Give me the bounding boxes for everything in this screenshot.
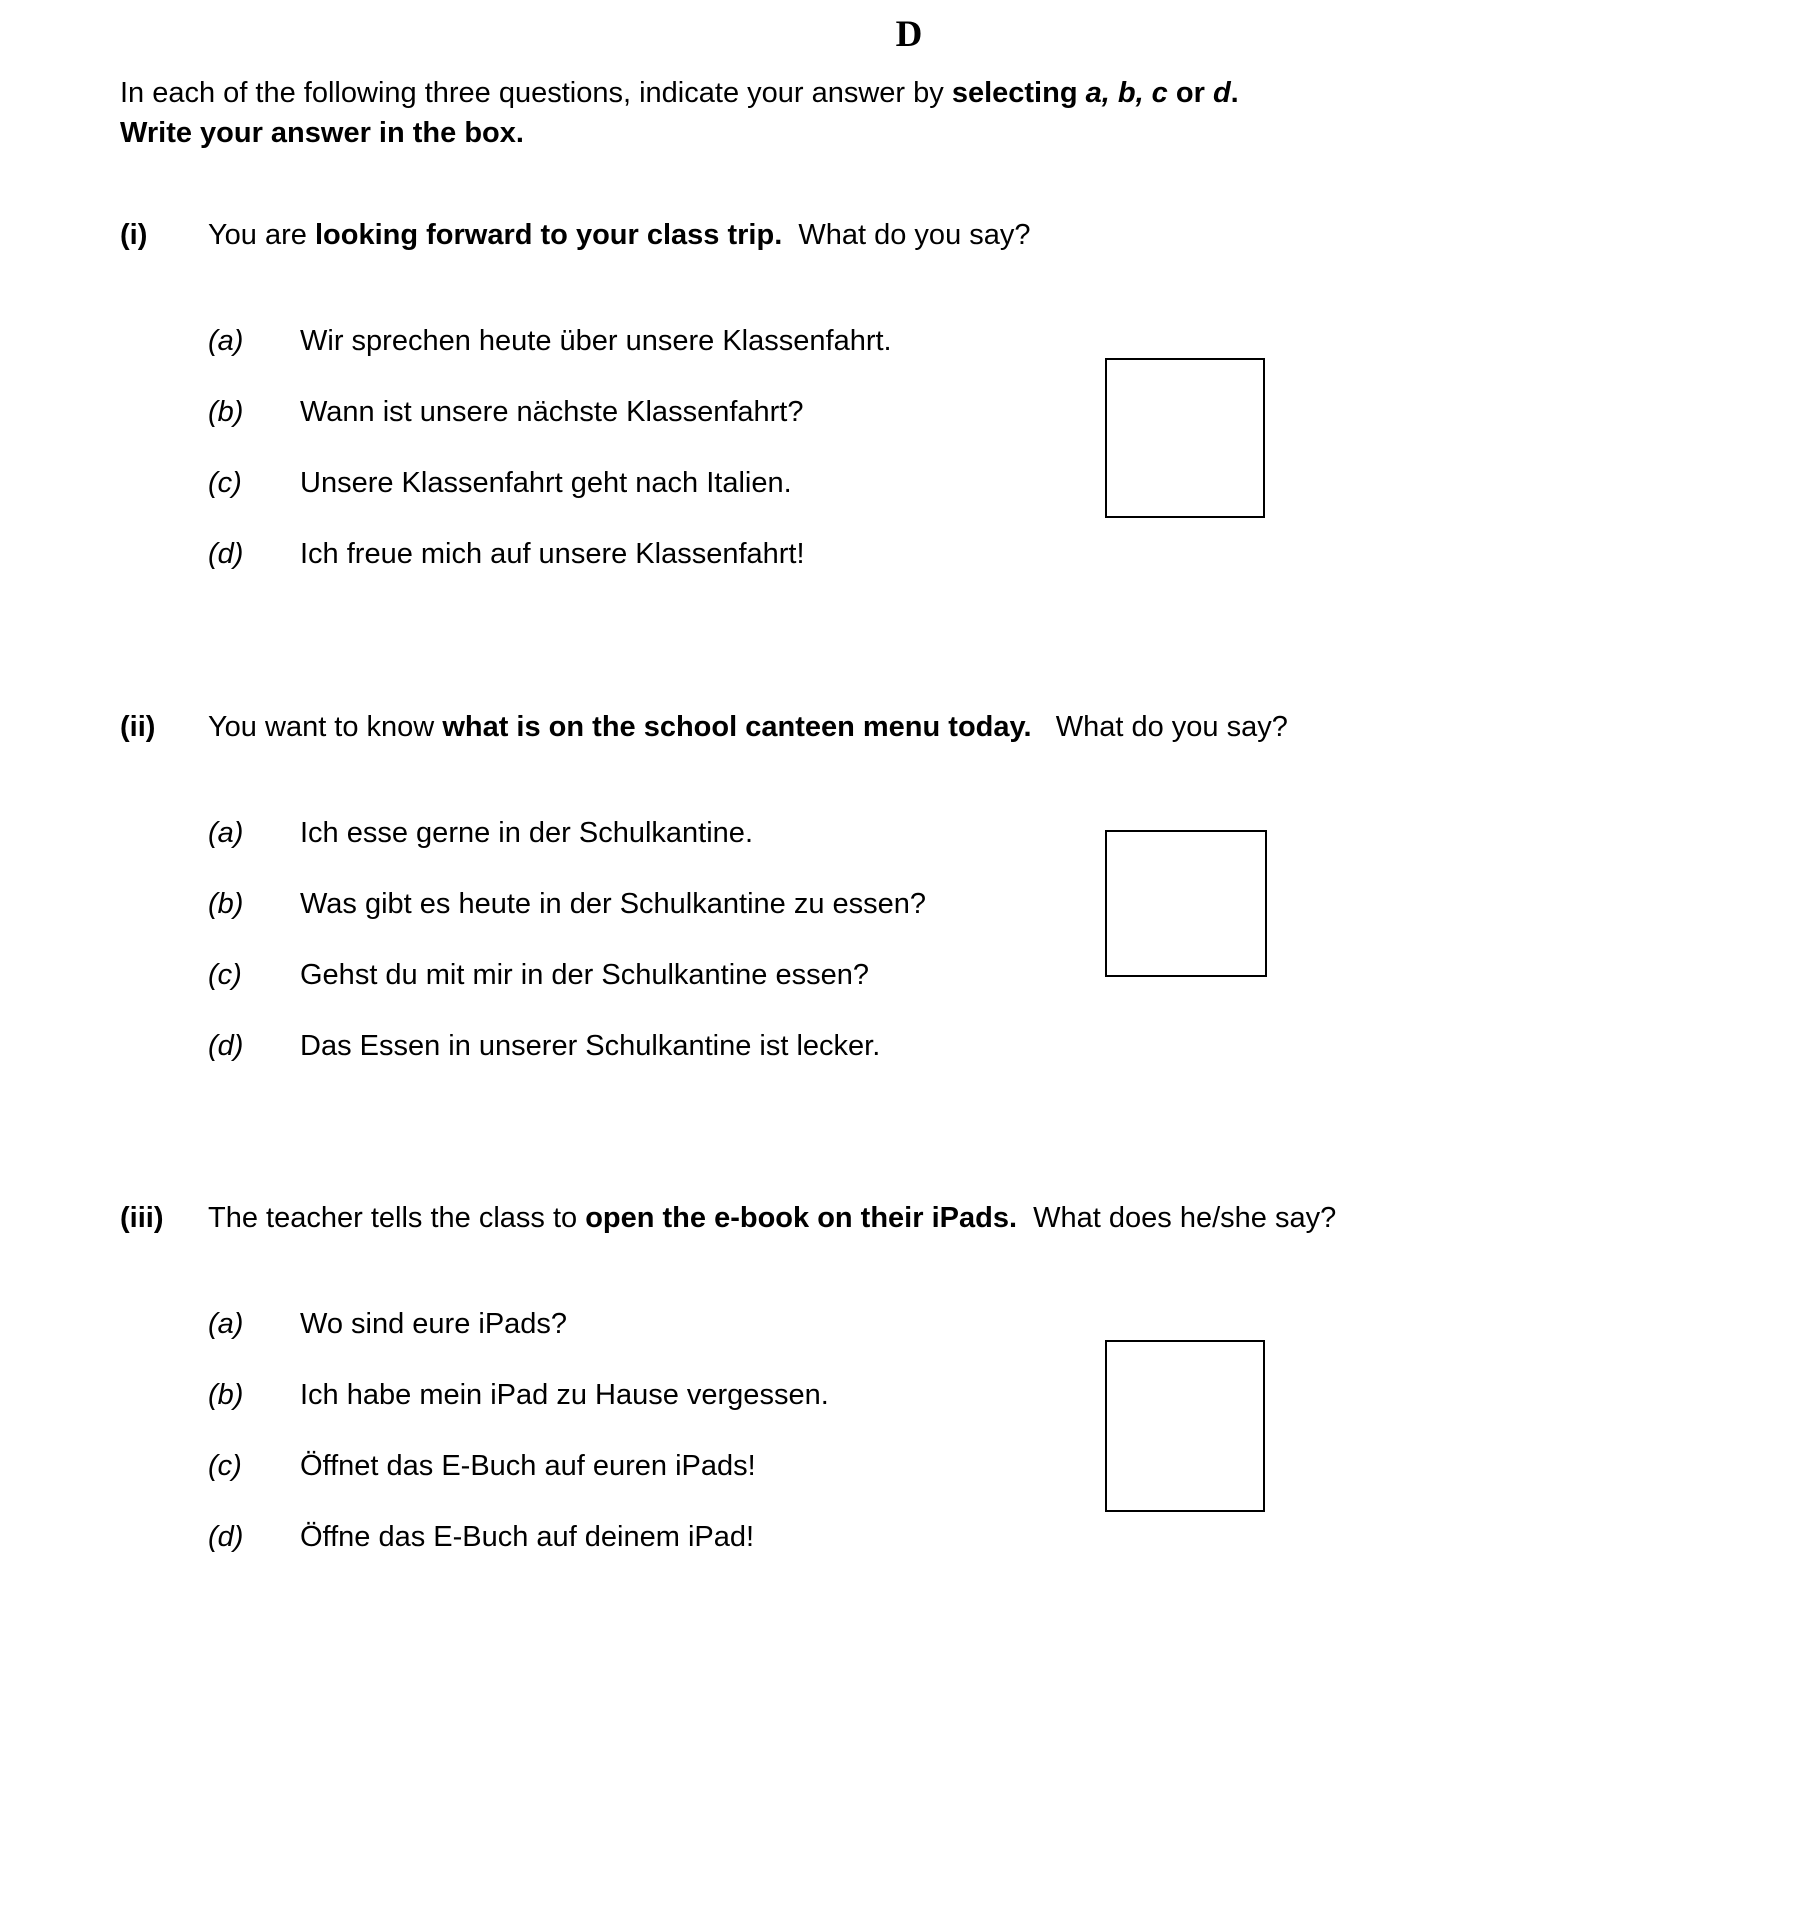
question-i-number: (i)	[120, 218, 148, 251]
question-i-prefix: You are	[208, 218, 315, 251]
answer-box-i[interactable]	[1105, 358, 1265, 518]
option-row	[208, 534, 1698, 574]
question-iii-number: (iii)	[120, 1201, 164, 1234]
option-text: Öffnet das E-Buch auf euren iPads!	[300, 1449, 756, 1482]
question-ii	[120, 707, 1698, 1066]
option-letter: (d)	[208, 1029, 244, 1062]
question-iii-text	[208, 1198, 1336, 1238]
option-letter: (d)	[208, 1520, 244, 1553]
option-letter: (a)	[208, 816, 244, 849]
question-ii-number: (ii)	[120, 710, 156, 743]
option-text: Ich freue mich auf unsere Klassenfahrt!	[300, 537, 805, 570]
question-i-text	[208, 215, 1031, 255]
option-row	[208, 1375, 1698, 1415]
question-iii-bold: open the e-book on their iPads.	[585, 1201, 1018, 1234]
option-text: Das Essen in unserer Schulkantine ist lecker.	[300, 1029, 881, 1062]
question-ii-prompt	[120, 707, 1698, 747]
question-iii-prefix: The teacher tells the class to	[208, 1201, 586, 1234]
option-letter: (b)	[208, 1378, 244, 1411]
option-text: Unsere Klassenfahrt geht nach Italien.	[300, 466, 792, 499]
question-ii-suffix: What do you say?	[1031, 710, 1288, 743]
option-text: Ich habe mein iPad zu Hause vergessen.	[300, 1378, 829, 1411]
question-iii-suffix: What does he/she say?	[1017, 1201, 1337, 1234]
option-text: Wann ist unsere nächste Klassenfahrt?	[300, 395, 804, 428]
question-ii-prefix: You want to know	[208, 710, 443, 743]
option-row	[208, 463, 1698, 503]
option-letter: (c)	[208, 466, 242, 499]
instructions-text-bold-1: selecting	[951, 76, 1086, 109]
option-text: Wir sprechen heute über unsere Klassenfahrt.	[300, 324, 892, 357]
question-iii-prompt	[120, 1198, 1698, 1238]
option-text: Öffne das E-Buch auf deinem iPad!	[300, 1520, 755, 1553]
option-text: Ich esse gerne in der Schulkantine.	[300, 816, 753, 849]
instructions	[120, 73, 1698, 153]
instructions-text-bold-italic-2: d	[1212, 76, 1231, 109]
option-letter: (d)	[208, 537, 244, 570]
option-row	[208, 813, 1698, 853]
option-letter: (c)	[208, 1449, 242, 1482]
instructions-line-2: Write your answer in the box.	[120, 116, 524, 149]
option-row	[208, 955, 1698, 995]
section-letter: D	[895, 14, 923, 55]
option-letter: (c)	[208, 958, 242, 991]
option-letter: (b)	[208, 395, 244, 428]
question-iii	[120, 1198, 1698, 1557]
question-ii-text	[208, 707, 1288, 747]
option-letter: (a)	[208, 324, 244, 357]
question-i-prompt	[120, 215, 1698, 255]
instructions-text-bold-italic-1: a, b, c	[1085, 76, 1168, 109]
option-row	[208, 321, 1698, 361]
option-text: Wo sind eure iPads?	[300, 1307, 568, 1340]
option-row	[208, 392, 1698, 432]
question-i-bold: looking forward to your class trip.	[314, 218, 783, 251]
question-i-suffix: What do you say?	[782, 218, 1031, 251]
question-i-options	[208, 321, 1698, 574]
option-row	[208, 1304, 1698, 1344]
option-row	[208, 884, 1698, 924]
option-letter: (b)	[208, 887, 244, 920]
option-letter: (a)	[208, 1307, 244, 1340]
option-row	[208, 1517, 1698, 1557]
question-ii-options	[208, 813, 1698, 1066]
question-i	[120, 215, 1698, 574]
instructions-text-bold-2: or	[1167, 76, 1213, 109]
option-row	[208, 1446, 1698, 1486]
answer-box-ii[interactable]	[1105, 830, 1267, 977]
instructions-text-normal: In each of the following three questions, indicate your answer by	[120, 76, 952, 109]
option-row	[208, 1026, 1698, 1066]
instructions-text-bold-3: .	[1230, 76, 1239, 109]
question-ii-bold: what is on the school canteen menu today.	[442, 710, 1032, 743]
question-iii-options	[208, 1304, 1698, 1557]
option-text: Gehst du mit mir in der Schulkantine essen?	[300, 958, 869, 991]
answer-box-iii[interactable]	[1105, 1340, 1265, 1512]
option-text: Was gibt es heute in der Schulkantine zu essen?	[300, 887, 927, 920]
